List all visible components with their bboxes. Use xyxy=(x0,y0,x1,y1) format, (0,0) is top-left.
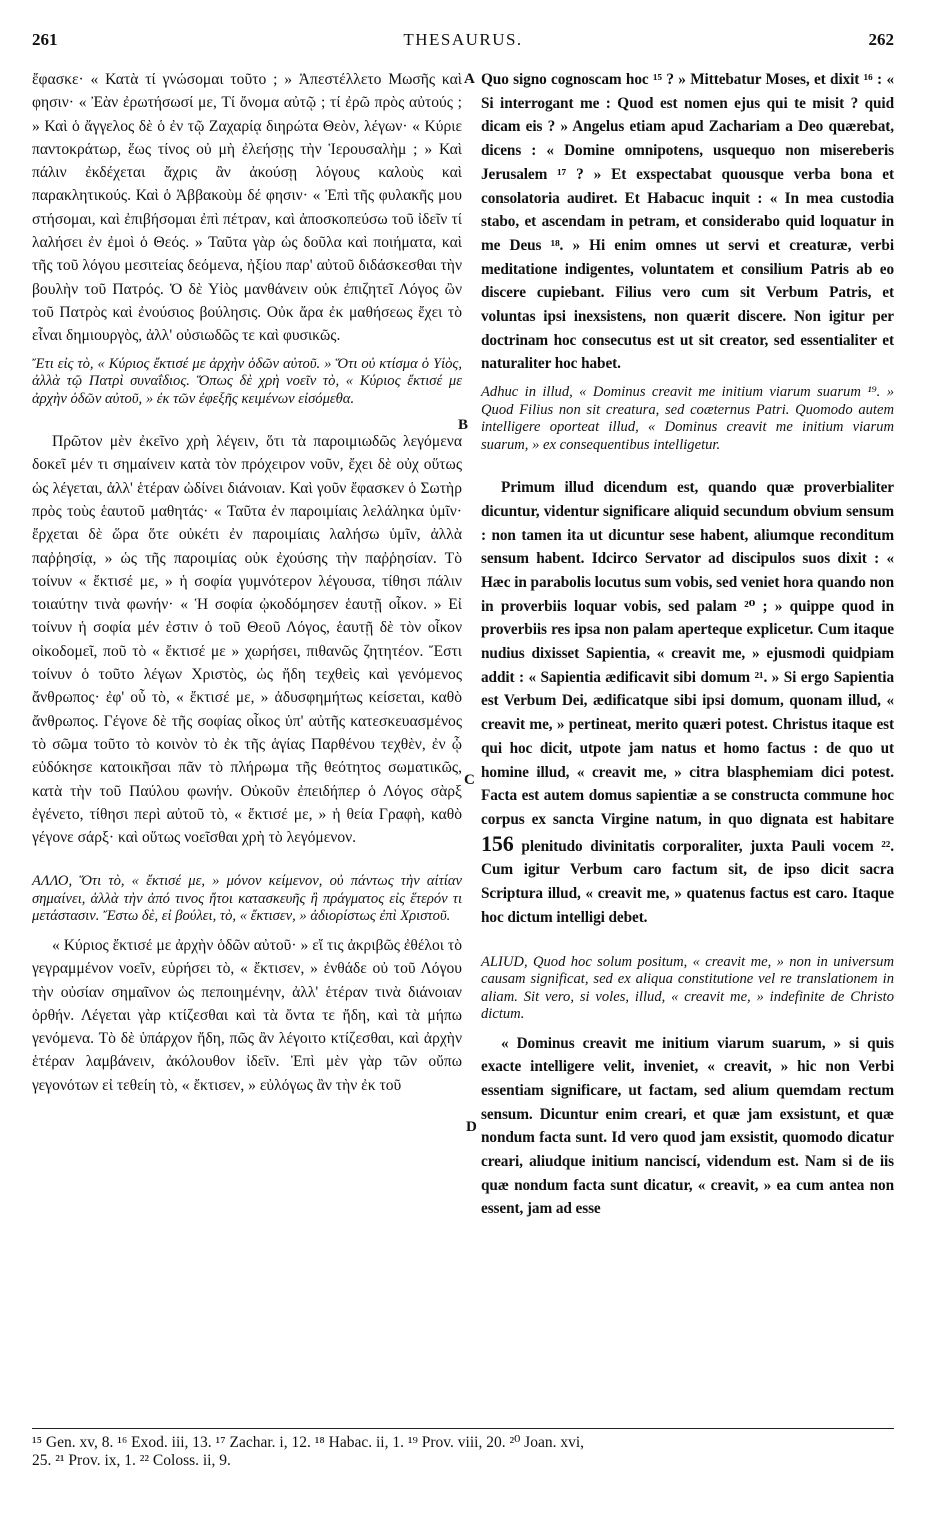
margin-marker-b: B xyxy=(458,417,469,433)
latin-paragraph-3: « Dominus creavit me initium viarum suarum, » si quis exacte intelligere velit, inveniet, « creavit, » hic non Verbi essentiam significare, ut factam, sed alium quemdam rectum sensum. Dicuntur enim creari, et quæ jam exsistunt, et quæ nondum facta sunt. Id vero quod jam exsistit, quomodo dicatur creari, aliudque initium nanciscí, videndum est. Nam si de iis quæ nondum facta sunt dicatur, « creavit, » ea cum antea non essent, jam ad esse xyxy=(481,1034,894,1218)
margin-marker-d: D xyxy=(466,1119,477,1135)
page-marker-number: 156 xyxy=(481,830,514,856)
greek-heading-2: ΑΛΛΟ, Ὅτι τὸ, « ἔκτισέ με, » μόνον κείμενον, οὐ πάντως τὴν αἰτίαν σημαίνει, ἀλλὰ τὴν ἀπό τινος ἤτοι κατασκευῆς ἢ πράγματος εἰς ἕτερόν τι μετάστασιν. Ἔστω δὲ, εἰ βούλει, τὸ, « ἔκτισεν, » ἀδιορίστως ἐπὶ Χριστοῦ. xyxy=(32,873,462,925)
page-header xyxy=(32,30,894,58)
margin-marker-a: A xyxy=(464,71,475,87)
latin-heading-1: Adhuc in illud, « Dominus creavit me initium viarum suarum ¹⁹. » Quod Filius non sit creatura, sed coæternus Patri. Quomodo autem intelligere oporteat illud, « Dominus creavit me initium viarum suarum, » ex consequentibus intelligetur. xyxy=(481,384,894,453)
latin-paragraph-2b: plenitudo divinitatis corporaliter, juxta Pauli vocem ²². Cum igitur Verbum caro factum sit, de ipso dicit sacra Scriptura illud, « creavit me, » quatenus factus est caro. Itaque hoc dictum intelligi debet. xyxy=(481,837,894,926)
latin-heading-2: ALIUD, Quod hoc solum positum, « creavit me, » non in universum causam significat, sed ex aliqua constitutione vel re translationem in aliam. Sit vero, si voles, illud, « creavit me, » indefinite de Christo dictum. xyxy=(481,953,894,1022)
left-page-number: 261 xyxy=(32,30,58,49)
footnote-line-1: ¹⁵ Gen. xv, 8. ¹⁶ Exod. iii, 13. ¹⁷ Zachar. i, 12. ¹⁸ Habac. ii, 1. ¹⁹ Prov. viii, 20. ²⁰ Joan. xvi, xyxy=(32,1434,585,1451)
greek-paragraph-3: « Κύριος ἔκτισέ με ἀρχὴν ὁδῶν αὐτοῦ· » εἴ τις ἀκριβῶς ἐθέλοι τὸ γεγραμμένον νοεῖν, εὑρήσει τὸ, « ἔκτισεν, » ἐνθάδε οὐ τοῦ Λόγου τὴν οὐσίαν σημαῖνον ὡς πεποιημένην, ἀλλ' ἑτέραν τινὰ διάνοιαν ὀρθήν. Λέγεται γὰρ κτίζεσθαι καὶ τὰ ὄντα τε ἤδη, καὶ τὰ μήπω γενόμενα. Τὸ δὲ ὑπάρχον ἤδη, πῶς ἂν λέγοιτο κτίζεσθαι, καὶ ἀρχὴν ἑτέραν λαμβάνειν, ἀκόλουθον ἰδεῖν. Ἐπὶ μὲν γὰρ τῶν οὔπω γεγονότων εἰ τεθείη τὸ, « ἔκτισεν, » εὐλόγως ἂν τὴν ἐκ τοῦ xyxy=(32,936,462,1094)
greek-heading-1: Ἔτι εἰς τὸ, « Κύριος ἔκτισέ με ἀρχὴν ὁδῶν αὐτοῦ. » Ὅτι οὐ κτίσμα ὁ Υἱὸς, ἀλλὰ τῷ Πατρὶ συναΐδιος. Ὅπως δὲ χρὴ νοεῖν τὸ, « Κύριος ἔκτισέ με ἀρχὴν ὁδῶν αὐτοῦ, » ἐκ τῶν ἐφεξῆς κειμένων εἰσόμεθα. xyxy=(32,355,462,407)
margin-marker-c: C xyxy=(464,772,475,788)
right-page-number: 262 xyxy=(868,30,894,49)
latin-paragraph-2 xyxy=(481,476,894,929)
running-title: THESAURUS. xyxy=(403,30,523,49)
greek-column xyxy=(32,68,462,1097)
greek-paragraph-1: ἔφασκε· « Κατὰ τί γνώσομαι τοῦτο ; » Ἀπεστέλλετο Μωσῆς καὶ φησιν· « Ἐὰν ἐρωτήσωσί με, Τί ὄνομα αὐτῷ ; τί ἐρῶ πρὸς αὐτούς ; » Καὶ ὁ ἄγγελος δὲ ὁ ἐν τῷ Ζαχαρίᾳ διηρώτα Θεὸν, λέγων· « Κύριε παντοκράτωρ, ἕως τίνος οὐ μὴ ἐλεήσῃς τὴν Ἱερουσαλὴμ ; » Καὶ πάλιν ἐκδέχεται ἄχρις ἂν ἀκούσῃ λόγους καλοὺς καὶ παρακλητικούς. Καὶ ὁ Ἀββακοὺμ δέ φησιν· « Ἐπὶ τῆς φυλακῆς μου στήσομαι, καὶ ἐπιβήσομαι ἐπὶ πέτραν, καὶ ἀποσκοπεύσω τοῦ ἰδεῖν τί λαλήσει ἐν ἐμοὶ ὁ Θεός. » Ταῦτα γὰρ ὡς δοῦλα καὶ ποιήματα, καὶ τῆς τοῦ λόγου μεσιτείας δεόμενα, ἠξίου παρ' αὐτοῦ διδάσκεσθαι τὴν βουλὴν τοῦ Πατρός. Ὁ δὲ Υἱὸς μανθάνειν οὐκ ἐπιζητεῖ Λόγος ὢν τοῦ Πατρὸς καὶ ἐνούσιος βούλησις. Οὐκ ἄρα ἐκ μαθήσεως ἔχει τὸ εἶναι δημιουργὸς, ἀλλ' οὐσιωδῶς τε καὶ φυσικῶς. xyxy=(32,71,462,345)
latin-column xyxy=(481,68,894,1221)
latin-paragraph-2a: Primum illud dicendum est, quando quæ proverbialiter dicuntur, videntur significare aliquid secundum obvium sensum : non tamen ita ut dicuntur sese habent, aliumque reconditum sensum habent. Idcirco Servator ad discipulos suos dixit : « Hæc in parabolis locutus sum vobis, sed veniet hora quando non in proverbiis loquar vobis, sed palam ²⁰ ; » quippe quod in proverbiis res ipsa non palam aperteque explicetur. Cum itaque nudius dixisset Sapientia, « creavit me, » ejusmodi quidpiam addit : « Sapientia ædificavit sibi domum ²¹. » Si ergo Sapientia est Verbum Dei, ædificatque sibi ipsi domum, quonam illud, « creavit me, » pertineat, merito quæri potest. Christus itaque est qui hoc dicit, utpote jam natus et homo factus : de quo ut homine illud, « creavit me, » citra blasphemiam dici potest. Facta est autem domus sapientiæ a se constructa commune hoc corpus ex sancta Virgine natum, in quo dignata est habitare xyxy=(481,479,894,828)
footnote-line-2: 25. ²¹ Prov. ix, 1. ²² Coloss. ii, 9. xyxy=(32,1452,231,1469)
latin-paragraph-1: Quo signo cognoscam hoc ¹⁵ ? » Mittebatur Moses, et dixit ¹⁶ : « Si interrogant me : Quod est nomen ejus qui te misit ? quid dicam eis ? » Angelus etiam apud Zachariam a Deo quærebat, dicens : « Domine omnipotens, usquequo non misereberis Jerusalem ¹⁷ ? » Et exspectabat quousque verba bona et consolatoria audiret. Et Habacuc inquit : « In mea custodia stabo, et ascendam in petram, et considerabo quid loquatur in me Deus ¹⁸. » Hi enim omnes ut servi et creaturæ, verbi meditatione indigentes, voluntatem et consilium Patris ab eo discere cupiebant. Filius vero cum sit Verbum Patris, et voluntas ipsi inexsistens, non quærit discere. Non igitur per doctrinam hoc consecutus est ut sit creator, sed essentialiter et naturaliter hoc habet. xyxy=(481,71,894,373)
greek-paragraph-2: Πρῶτον μὲν ἐκεῖνο χρὴ λέγειν, ὅτι τὰ παροιμιωδῶς λεγόμενα δοκεῖ μέν τι σημαίνειν κατὰ τὸν πρόχειρον νοῦν, ἔχει δὲ οὐχ οὕτως ὡς λέγεται, ἀλλ' ἑτέραν ὠδίνει διάνοιαν. Καὶ γοῦν ἔφασκεν ὁ Σωτὴρ πρὸς τοὺς ἑαυτοῦ μαθητάς· « Ταῦτα ἐν παροιμίαις λελάληκα ὑμῖν· ἔρχεται δὲ ὥρα ὅτε οὐκέτι ἐν παροιμίαις λαλήσω ὑμῖν, ἀλλὰ παῤῥησίᾳ, » ὡς τῆς παροιμίας οὐκ ἐχούσης τὴν παῤῥησίαν. Τὸ τοίνυν « ἔκτισέ με, » ἡ σοφία γυμνότερον λέγουσα, τίθησι πάλιν τοιαύτην τινὰ φωνήν· « Ἡ σοφία ᾠκοδόμησεν ἑαυτῇ οἶκον. » Εἰ τοίνυν ἡ σοφία μέν ἐστιν ὁ τοῦ Θεοῦ Λόγος, ἑαυτῇ δὲ τὸν οἶκον οἰκοδομεῖ, ποῦ τὸ « ἔκτισέ με » χωρήσει, πιθανῶς ζητητέον. Ἔστι τοίνυν ὁ τοῦτο λέγων Χριστὸς, ὡς ἤδη τεχθεὶς καὶ γενόμενος ἄνθρωπος· ἐφ' οὗ τὸ, « ἔκτισέ με, » ἀδυσφημήτως κείσεται, καθὸ ἄνθρωπος. Γέγονε δὲ τῆς σοφίας οἶκος ὑπ' αὐτῆς κατεσκευασμένος τὸ σῶμα τοῦτο τὸ κοινὸν τὸ ἐκ τῆς ἁγίας Παρθένου τεχθὲν, ἐν ᾧ εὐδόκησε κατοικῆσαι πᾶν τὸ πλήρωμα τῆς θεότητος σωματικῶς, κατὰ τὴν τοῦ Παύλου φωνήν. Οὐκοῦν ἐπειδήπερ ὁ Λόγος σὰρξ ἐγένετο, τίθησι περὶ αὐτοῦ τὸ, « ἔκτισέ με, » ἡ θεία Γραφὴ, καθὸ γέγονε σάρξ· καὶ οὕτως νοεῖσθαι χρὴ τὸ λεγόμενον. xyxy=(32,433,462,847)
footnotes xyxy=(32,1434,894,1470)
footnote-rule xyxy=(32,1428,894,1429)
